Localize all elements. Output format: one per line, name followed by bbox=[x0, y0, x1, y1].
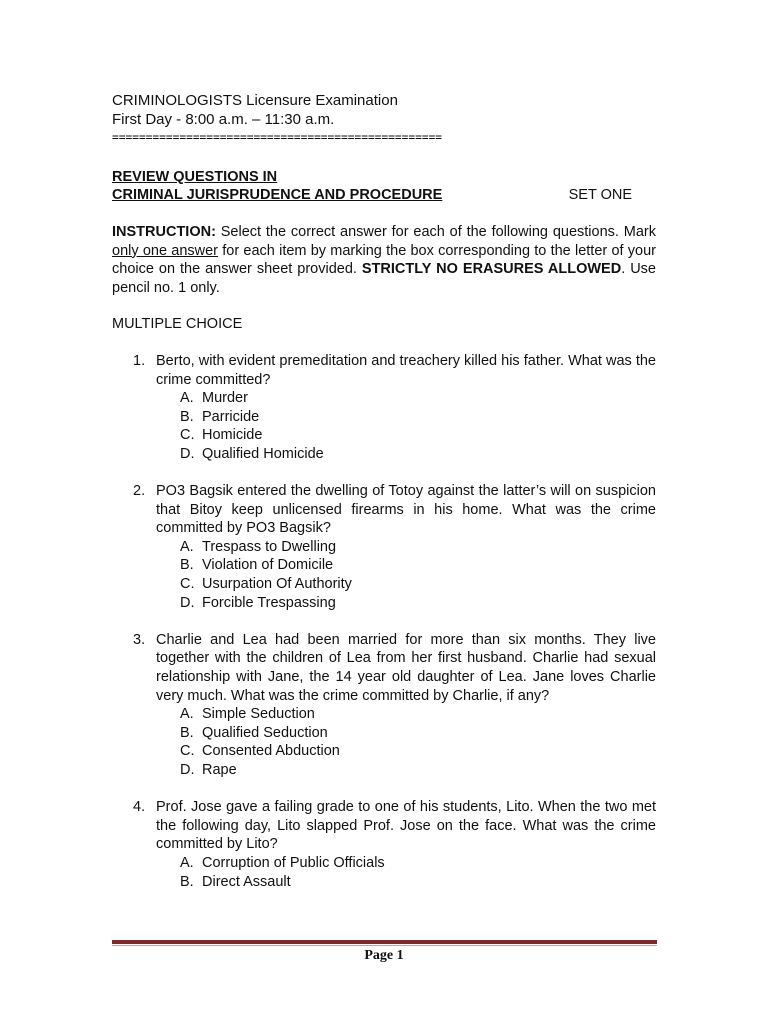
header-rule: ================================================= bbox=[112, 131, 443, 145]
choice-letter: D. bbox=[180, 594, 195, 611]
choice-item bbox=[180, 538, 656, 557]
choice-item bbox=[180, 594, 656, 613]
choice-letter: A. bbox=[180, 706, 194, 723]
choice-letter: C. bbox=[180, 743, 195, 760]
choice-text: Violation of Domicile bbox=[202, 557, 334, 574]
instruction-paragraph bbox=[112, 223, 656, 297]
question-number: 2. bbox=[133, 483, 146, 500]
choice-item bbox=[180, 575, 656, 594]
choice-letter: C. bbox=[180, 576, 195, 593]
instruction-text-1: Select the correct answer for each of the following questions. Mark bbox=[215, 223, 656, 240]
question-text: Prof. Jose gave a failing grade to one of his students, Lito. When the two met the following day, Lito slapped Prof. Jose on the face. What was the crime committed by Lito? bbox=[156, 799, 656, 853]
choice-text: Homicide bbox=[202, 427, 263, 444]
exam-title: CRIMINOLOGISTS Licensure Examination bbox=[112, 92, 398, 109]
choice-text: Corruption of Public Officials bbox=[202, 854, 385, 871]
set-label: SET ONE bbox=[568, 187, 632, 204]
footer-rule-thin bbox=[112, 945, 657, 946]
question-item bbox=[112, 482, 656, 612]
choice-item bbox=[180, 408, 656, 427]
question-text: Charlie and Lea had been married for more than six months. They live together with the children of Lea from her first husband. Charlie had sexual relationship with Jane, the 14 year old daughter of Lea. Jane loves Charlie very much. What was the crime committed by Charlie, if any? bbox=[156, 631, 656, 704]
choice-text: Trespass to Dwelling bbox=[202, 538, 337, 555]
choice-text: Direct Assault bbox=[202, 873, 291, 890]
exam-schedule: First Day - 8:00 a.m. – 11:30 a.m. bbox=[112, 110, 335, 128]
choice-letter: A. bbox=[180, 538, 194, 555]
choice-text: Rape bbox=[202, 762, 237, 778]
choice-item bbox=[180, 389, 656, 408]
footer-rule bbox=[112, 940, 657, 944]
instruction-warning: STRICTLY NO ERASURES ALLOWED bbox=[361, 261, 622, 278]
choice-list bbox=[156, 389, 656, 463]
question-item bbox=[112, 631, 656, 780]
choice-text: Qualified Seduction bbox=[202, 724, 328, 741]
question-item bbox=[112, 352, 656, 464]
choice-text: Simple Seduction bbox=[202, 706, 315, 723]
choice-letter: C. bbox=[180, 427, 195, 444]
choice-text: Murder bbox=[202, 390, 248, 407]
choice-text: Usurpation Of Authority bbox=[202, 576, 352, 593]
instruction-underlined: only one answer bbox=[112, 242, 219, 259]
question-number: 4. bbox=[133, 799, 146, 816]
choice-text: Parricide bbox=[202, 408, 260, 425]
section-title-row bbox=[112, 186, 632, 205]
choice-item bbox=[180, 742, 656, 761]
choice-item bbox=[180, 724, 656, 743]
choice-item bbox=[180, 705, 656, 724]
choice-list bbox=[156, 538, 656, 612]
choice-letter: D. bbox=[180, 445, 195, 462]
section-title bbox=[112, 168, 656, 205]
choice-item bbox=[180, 445, 656, 464]
choice-text: Qualified Homicide bbox=[202, 445, 324, 462]
choice-letter: B. bbox=[180, 408, 194, 425]
question-number: 1. bbox=[133, 352, 146, 369]
choice-text: Forcible Trespassing bbox=[202, 594, 336, 611]
choice-letter: A. bbox=[180, 390, 194, 407]
choice-item bbox=[180, 761, 656, 780]
section-title-line2: CRIMINAL JURISPRUDENCE AND PROCEDURE bbox=[112, 187, 443, 204]
section-title-line1: REVIEW QUESTIONS IN bbox=[112, 168, 278, 185]
choice-letter: B. bbox=[180, 557, 194, 574]
part-title: MULTIPLE CHOICE bbox=[112, 316, 243, 333]
choice-item bbox=[180, 854, 656, 873]
choice-letter: B. bbox=[180, 724, 194, 741]
page-number: Page 1 bbox=[364, 948, 404, 963]
choice-letter: A. bbox=[180, 854, 194, 871]
question-text: PO3 Bagsik entered the dwelling of Totoy against the latter’s will on suspicion that Bitoy keep unlicensed firearms in his home. What was the crime committed by PO3 Bagsik? bbox=[156, 483, 656, 537]
instruction-text-3: . Use pencil no. 1 only. bbox=[112, 261, 656, 296]
choice-list bbox=[156, 705, 656, 779]
question-text: Berto, with evident premeditation and treachery killed his father. What was the crime committed? bbox=[156, 352, 656, 388]
instruction-label: INSTRUCTION: bbox=[112, 223, 216, 240]
instruction-text-2: for each item by marking the box corresponding to the letter of your choice on the answer sheet provided. bbox=[112, 242, 656, 278]
document-page bbox=[112, 92, 656, 910]
choice-list bbox=[156, 854, 656, 891]
question-list bbox=[112, 352, 656, 891]
question-item bbox=[112, 798, 656, 891]
question-number: 3. bbox=[133, 631, 146, 648]
choice-item bbox=[180, 873, 656, 892]
choice-item bbox=[180, 426, 656, 445]
choice-letter: B. bbox=[180, 873, 194, 890]
choice-letter: D. bbox=[180, 762, 195, 778]
choice-text: Consented Abduction bbox=[202, 743, 340, 760]
choice-item bbox=[180, 556, 656, 575]
